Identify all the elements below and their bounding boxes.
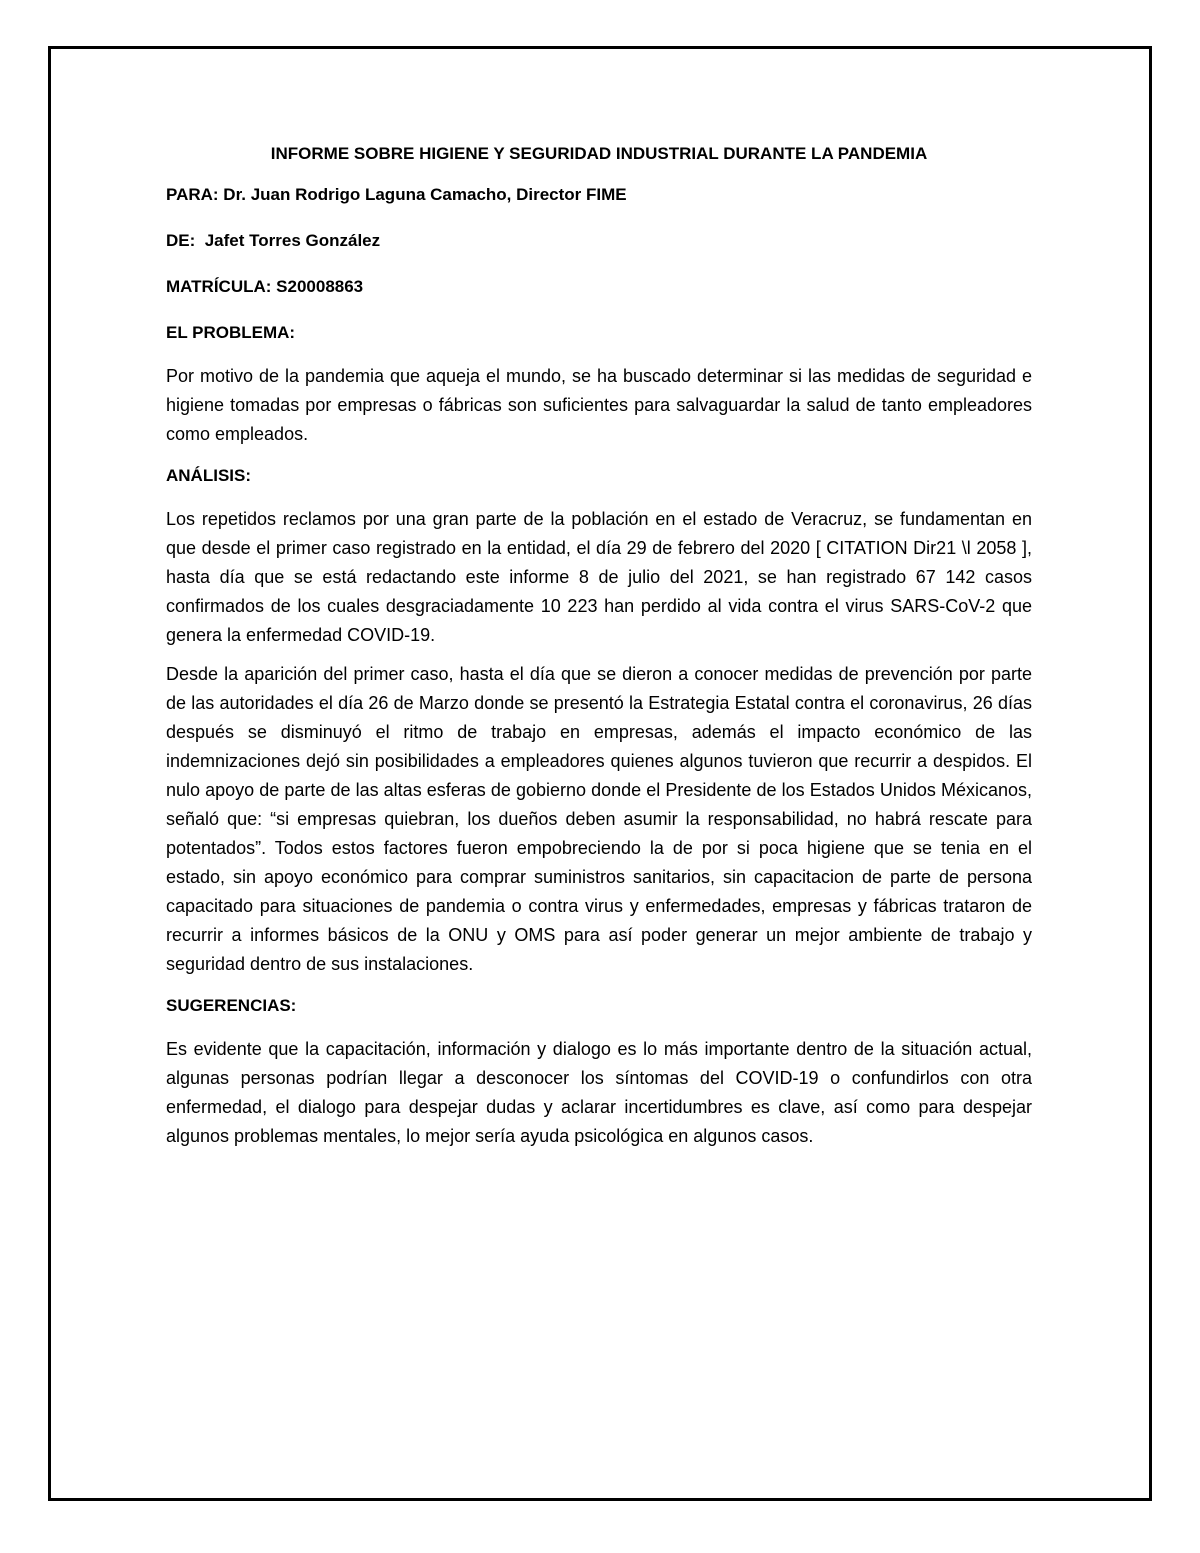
problem-paragraph: Por motivo de la pandemia que aqueja el mundo, se ha buscado determinar si las medidas de seguridad e higiene tomadas por empresas o fábricas son suficientes para salvaguardar la salud de tanto empleadores como empleados. <box>166 366 1032 444</box>
problem-heading: EL PROBLEMA: <box>166 323 296 342</box>
document-title: INFORME SOBRE HIGIENE Y SEGURIDAD INDUSTRIAL DURANTE LA PANDEMIA <box>270 144 928 163</box>
student-id-line: MATRÍCULA: S20008863 <box>166 277 364 296</box>
recipient-line: PARA: Dr. Juan Rodrigo Laguna Camacho, Director FIME <box>166 185 627 204</box>
analysis-paragraph-2: Desde la aparición del primer caso, hasta el día que se dieron a conocer medidas de prevención por parte de las autoridades el día 26 de Marzo donde se presentó la Estrategia Estatal contra el coronavirus, 26 días después se disminuyó el ritmo de trabajo en empresas, además el impacto económico de las indemnizaciones dejó sin posibilidades a empleadores quienes algunos tuvieron que recurrir a despidos. El nulo apoyo de parte de las altas esferas de gobierno donde el Presidente de los Estados Unidos Méxicanos, señaló que: “si empresas quiebran, los dueños deben asumir la responsabilidad, no habrá rescate para potentados”. Todos estos factores fueron empobreciendo la de por si poca higiene que se tenia en el estado, sin apoyo económico para comprar suministros sanitarios, sin capacitacion de parte de persona capacitado para situaciones de pandemia o contra virus y enfermedades, empresas y fábricas trataron de recurrir a informes básicos de la ONU y OMS para así poder generar un mejor ambiente de trabajo y seguridad dentro de sus instalaciones. <box>166 664 1032 974</box>
analysis-heading: ANÁLISIS: <box>166 466 251 485</box>
sender-line: DE: Jafet Torres González <box>166 231 381 250</box>
analysis-paragraph-1: Los repetidos reclamos por una gran parte de la población en el estado de Veracruz, se fundamentan en que desde el primer caso registrado en la entidad, el día 29 de febrero del 2020 [ CITATION Dir21 \l 2058 ], hasta día que se está redactando este informe 8 de julio del 2021, se han registrado 67 142 casos confirmados de los cuales desgraciadamente 10 223 han perdido al vida contra el virus SARS-CoV-2 que genera la enfermedad COVID-19. <box>166 509 1032 645</box>
suggestions-heading: SUGERENCIAS: <box>166 996 297 1015</box>
document-body <box>166 141 1032 1165</box>
suggestions-paragraph: Es evidente que la capacitación, información y dialogo es lo más importante dentro de la situación actual, algunas personas podrían llegar a desconocer los síntomas del COVID-19 o confundirlos con otra enfermedad, el dialogo para despejar dudas y aclarar incertidumbres es clave, así como para despejar algunos problemas mentales, lo mejor sería ayuda psicológica en algunos casos. <box>166 1039 1032 1146</box>
